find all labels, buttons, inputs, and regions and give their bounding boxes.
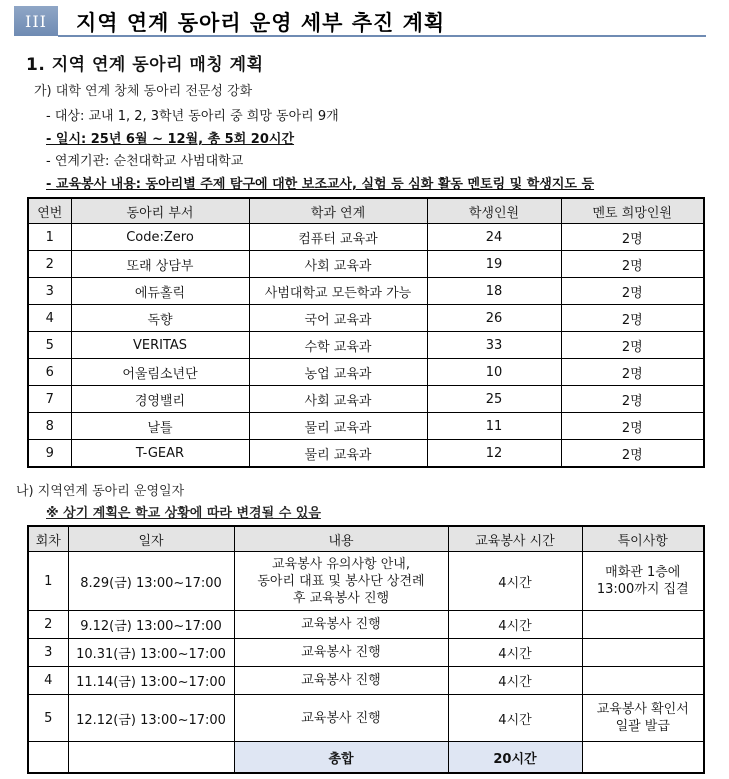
- session-content: [234, 552, 448, 611]
- session-content-line: 교육봉사 진행: [301, 673, 381, 688]
- total-row: [28, 742, 704, 774]
- session-date: 11.14(금) 13:00~17:00: [68, 667, 234, 695]
- table-cell: 사회 교육과: [249, 386, 427, 413]
- table-row: [28, 305, 704, 332]
- table-cell: 19: [427, 251, 561, 278]
- session-note-line: 교육봉사 확인서: [596, 702, 689, 717]
- table-row: [28, 413, 704, 440]
- detail-target: - 대상: 교내 1, 2, 3학년 동아리 중 희망 동아리 9개: [46, 109, 339, 124]
- banner-underline: [58, 35, 706, 37]
- session-hours: 4시간: [448, 695, 582, 742]
- detail-schedule: - 일시: 25년 6월 ~ 12월, 총 5회 20시간: [46, 132, 295, 147]
- table-cell: 2명: [561, 224, 704, 251]
- table-cell: 날틀: [71, 413, 249, 440]
- session-note: [582, 695, 704, 742]
- header-cell: 학생인원: [427, 198, 561, 224]
- table-cell: 25: [427, 386, 561, 413]
- session-date: 8.29(금) 13:00~17:00: [68, 552, 234, 611]
- table-row: [28, 332, 704, 359]
- session-number: 1: [28, 552, 68, 611]
- table-cell: VERITAS: [71, 332, 249, 359]
- header-cell: 학과 연계: [249, 198, 427, 224]
- table-cell: 2명: [561, 386, 704, 413]
- table-cell: 11: [427, 413, 561, 440]
- header-cell: 일자: [68, 526, 234, 552]
- header-cell: 회차: [28, 526, 68, 552]
- session-hours: 4시간: [448, 611, 582, 639]
- table-row: [28, 552, 704, 611]
- table-cell: 어울림소년단: [71, 359, 249, 386]
- table-cell: 국어 교육과: [249, 305, 427, 332]
- section-heading: 1. 지역 연계 동아리 매칭 계획: [26, 55, 264, 75]
- table-cell: 26: [427, 305, 561, 332]
- table-cell: 물리 교육과: [249, 413, 427, 440]
- session-content-line: 동아리 대표 및 봉사단 상견례: [257, 573, 425, 589]
- session-content: [234, 667, 448, 695]
- table-cell: 6: [28, 359, 71, 386]
- session-note: [582, 639, 704, 667]
- session-content-line: 교육봉사 진행: [301, 645, 381, 660]
- table-cell: 사범대학교 모든학과 가능: [249, 278, 427, 305]
- table-cell: 2명: [561, 359, 704, 386]
- table-cell: 수학 교육과: [249, 332, 427, 359]
- header-cell: 멘토 희망인원: [561, 198, 704, 224]
- header-cell: 동아리 부서: [71, 198, 249, 224]
- table-row: [28, 611, 704, 639]
- section-banner: [14, 6, 706, 36]
- table-header-row: [28, 198, 704, 224]
- subheading-b: 나) 지역연계 동아리 운영일자: [16, 484, 185, 499]
- table-cell: 3: [28, 278, 71, 305]
- table-cell: 8: [28, 413, 71, 440]
- table-cell: 독향: [71, 305, 249, 332]
- table-row: [28, 386, 704, 413]
- session-content-line: 교육봉사 진행: [301, 617, 381, 632]
- session-note: [582, 667, 704, 695]
- subheading-a: 가) 대학 연계 창체 동아리 전문성 강화: [34, 84, 253, 99]
- session-number: 3: [28, 639, 68, 667]
- empty-cell: [68, 742, 234, 774]
- table-cell: 농업 교육과: [249, 359, 427, 386]
- session-content-line: 교육봉사 유의사항 안내,: [272, 556, 410, 572]
- header-cell: 특이사항: [582, 526, 704, 552]
- session-note-line: 매화관 1층에: [605, 565, 681, 580]
- table-cell: 4: [28, 305, 71, 332]
- section-number-badge: III: [14, 6, 58, 36]
- table-row: [28, 278, 704, 305]
- header-cell: 연번: [28, 198, 71, 224]
- header-cell: 교육봉사 시간: [448, 526, 582, 552]
- table-cell: 물리 교육과: [249, 440, 427, 468]
- table-cell: 9: [28, 440, 71, 468]
- table-cell: 24: [427, 224, 561, 251]
- table-cell: 사회 교육과: [249, 251, 427, 278]
- table-cell: 12: [427, 440, 561, 468]
- session-content-line: 후 교육봉사 진행: [292, 590, 390, 606]
- table-row: [28, 224, 704, 251]
- session-note: [582, 611, 704, 639]
- table-cell: 10: [427, 359, 561, 386]
- session-number: 2: [28, 611, 68, 639]
- table-cell: 2명: [561, 251, 704, 278]
- empty-cell: [582, 742, 704, 774]
- table-header-row: [28, 526, 704, 552]
- table-cell: 경영밸리: [71, 386, 249, 413]
- table-cell: 5: [28, 332, 71, 359]
- session-hours: 4시간: [448, 639, 582, 667]
- table-cell: 컴퓨터 교육과: [249, 224, 427, 251]
- table-cell: 2: [28, 251, 71, 278]
- schedule-table: [27, 525, 705, 774]
- table-row: [28, 440, 704, 468]
- session-hours: 4시간: [448, 667, 582, 695]
- session-date: 10.31(금) 13:00~17:00: [68, 639, 234, 667]
- club-matching-table: [27, 197, 705, 468]
- page-title: 지역 연계 동아리 운영 세부 추진 계획: [76, 11, 446, 35]
- table-cell: 에듀홀릭: [71, 278, 249, 305]
- table-cell: 7: [28, 386, 71, 413]
- session-content: [234, 639, 448, 667]
- table-cell: 2명: [561, 332, 704, 359]
- table-row: [28, 695, 704, 742]
- table-cell: 33: [427, 332, 561, 359]
- detail-institution: - 연계기관: 순천대학교 사범대학교: [46, 154, 244, 169]
- table-cell: 또래 상담부: [71, 251, 249, 278]
- session-content-line: 교육봉사 진행: [301, 710, 381, 726]
- session-date: 12.12(금) 13:00~17:00: [68, 695, 234, 742]
- session-hours: 4시간: [448, 552, 582, 611]
- session-note-line: 일괄 발급: [615, 719, 670, 734]
- table-cell: 1: [28, 224, 71, 251]
- session-content: [234, 695, 448, 742]
- session-number: 4: [28, 667, 68, 695]
- bottom-rule: [27, 772, 703, 773]
- table-cell: T-GEAR: [71, 440, 249, 468]
- empty-cell: [28, 742, 68, 774]
- table-cell: 2명: [561, 305, 704, 332]
- table-row: [28, 251, 704, 278]
- session-note-line: 13:00까지 집결: [596, 582, 689, 597]
- table-row: [28, 667, 704, 695]
- session-number: 5: [28, 695, 68, 742]
- header-cell: 내용: [234, 526, 448, 552]
- session-note: [582, 552, 704, 611]
- session-date: 9.12(금) 13:00~17:00: [68, 611, 234, 639]
- detail-content: - 교육봉사 내용: 동아리별 주제 탐구에 대한 보조교사, 실험 등 심화 활동 멘토링 및 학생지도 등: [46, 177, 595, 192]
- table-cell: 2명: [561, 440, 704, 468]
- total-hours: 20시간: [448, 742, 582, 774]
- table-cell: 2명: [561, 413, 704, 440]
- table-cell: 2명: [561, 278, 704, 305]
- table-row: [28, 359, 704, 386]
- schedule-note: ※ 상기 계획은 학교 상황에 따라 변경될 수 있음: [46, 506, 321, 521]
- total-label: 총합: [234, 742, 448, 774]
- table-cell: 18: [427, 278, 561, 305]
- table-cell: Code:Zero: [71, 224, 249, 251]
- table-row: [28, 639, 704, 667]
- session-content: [234, 611, 448, 639]
